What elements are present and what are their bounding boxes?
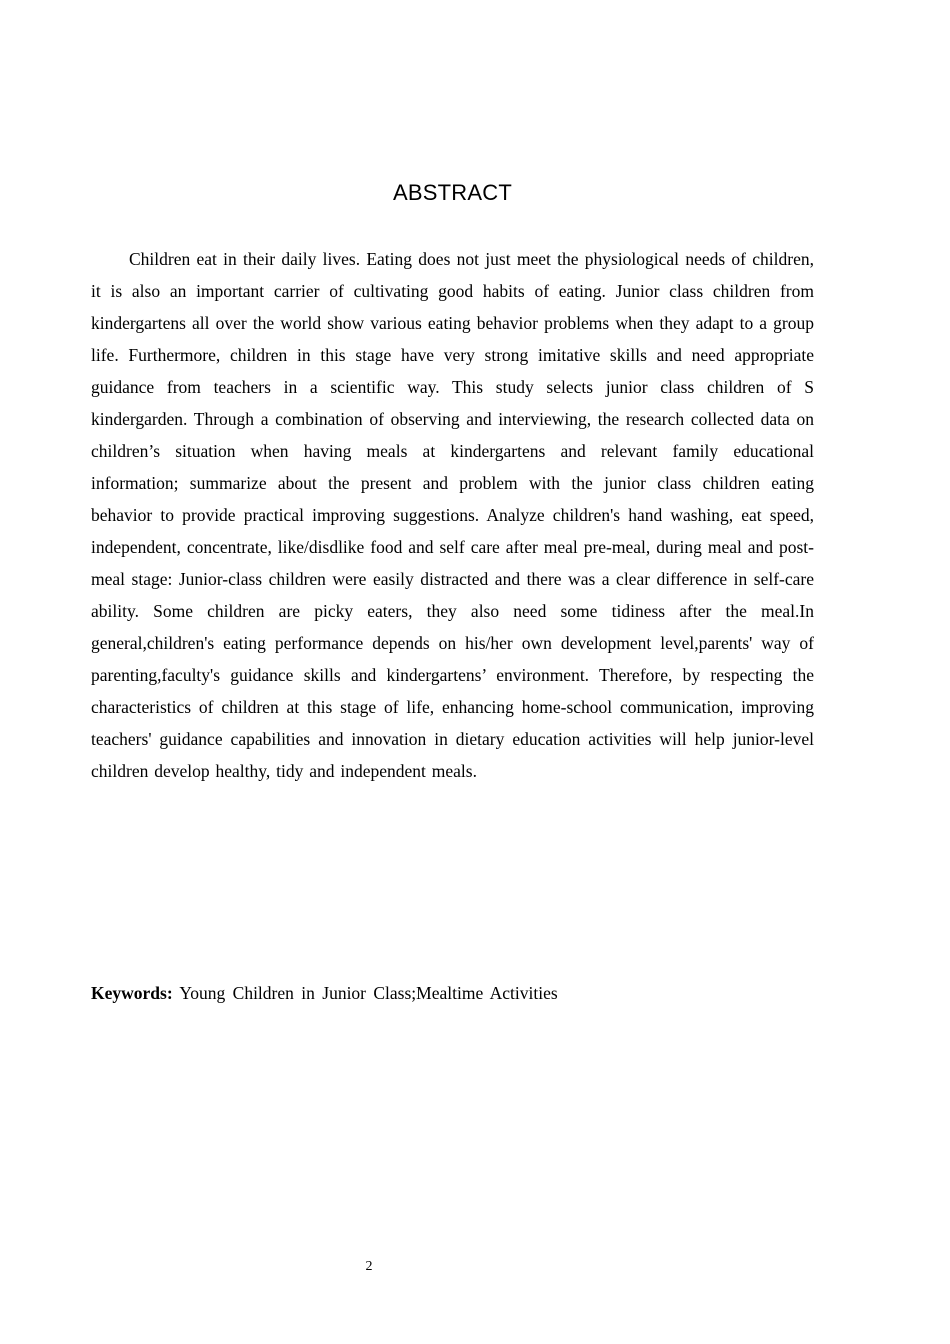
page-number: 2: [365, 1259, 373, 1274]
abstract-body: Children eat in their daily lives. Eating does not just meet the physiological needs of children, it is also an important carrier of cultivating good habits of eating. Junior class children from kindergartens all over the world show various eating behavior problems when they adapt to a group life. Furthermore, children in this stage have very strong imitative skills and need appropriate guidance from teachers in a scientific way. This study selects junior class children of S kindergarden. Through a combination of observing and interviewing, the research collected data on children’s situation when having meals at kindergartens and relevant family educational information; summarize about the present and problem with the junior class children eating behavior to provide practical improving suggestions. Analyze children's hand washing, eat speed, independent, concentrate, like/disdlike food and self care after meal pre-meal, during meal and post-meal stage: Junior-class children were easily distracted and there was a clear difference in self-care ability. Some children are picky eaters, they also need some tidiness after the meal.In general,children's eating performance depends on his/her own development level,parents' way of parenting,faculty's guidance skills and kindergartens’ environment. Therefore, by respecting the characteristics of children at this stage of life, enhancing home-school communication, improving teachers' guidance capabilities and innovation in dietary education activities will help junior-level children develop healthy, tidy and independent meals.: [91, 249, 814, 781]
abstract-title: ABSTRACT: [393, 180, 512, 205]
keywords-text: Young Children in Junior Class;Mealtime Activities: [179, 983, 558, 1003]
keywords-line: [91, 977, 814, 1009]
keywords-label: Keywords:: [91, 983, 173, 1003]
